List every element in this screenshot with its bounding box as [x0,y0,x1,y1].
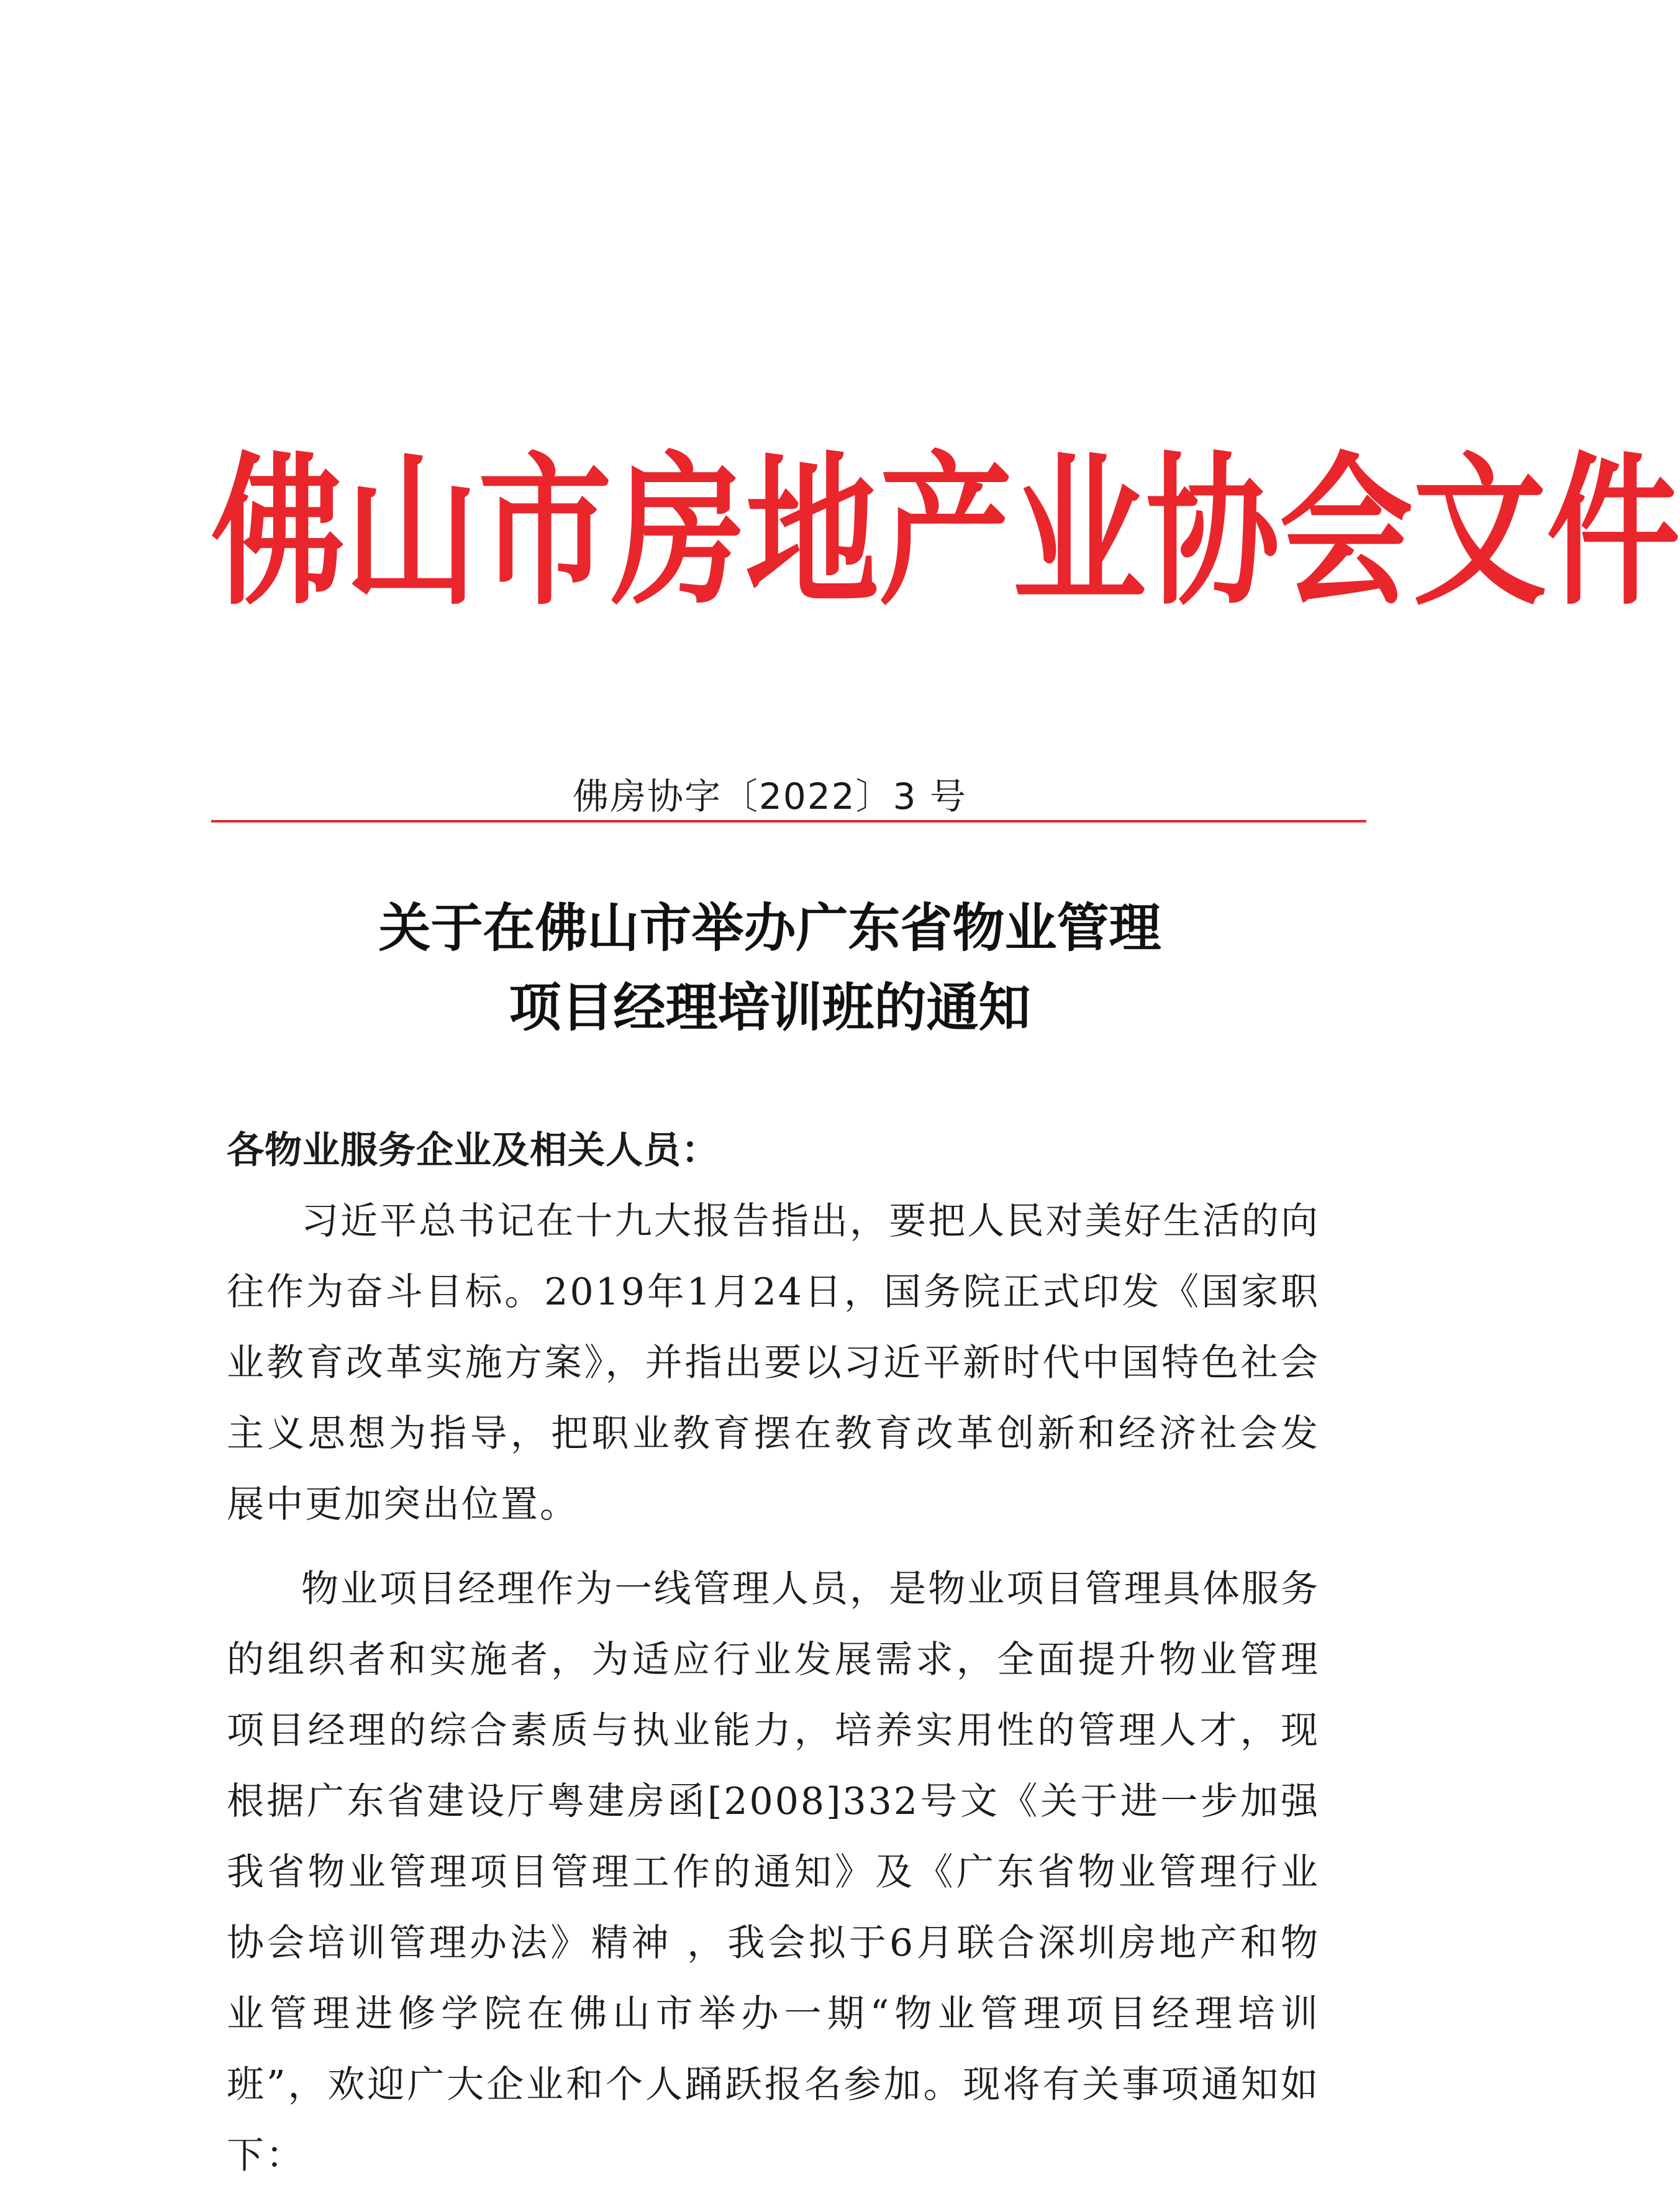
masthead-char: 房 [612,435,745,627]
body-paragraph-1: 习近平总书记在十九大报告指出，要把人民对美好生活的向往作为奋斗目标。2019年1月24日，国务院正式印发《国家职业教育改革实施方案》，并指出要以习近平新时代中国特色社会主义思想为指导，把职业教育摆在教育改革创新和经济社会发展中更加突出位置。 [227,1200,1320,1526]
document-body [227,1115,1320,2191]
masthead-char: 文 [1413,435,1546,627]
masthead-char: 地 [745,435,879,627]
salutation: 各物业服务企业及相关人员： [227,1129,719,1172]
title-line-2: 项目经理培训班的通知 [509,977,1031,1038]
masthead-char: 山 [345,435,478,627]
title-line-1: 关于在佛山市举办广东省物业管理 [378,898,1161,959]
masthead-char: 会 [1279,435,1413,627]
masthead-char: 件 [1546,435,1680,627]
body-paragraph-2: 物业项目经理作为一线管理人员，是物业项目管理具体服务的组织者和实施者，为适应行业发展需求，全面提升物业管理项目经理的综合素质与执业能力，培养实用性的管理人才，现根据广东省建设厅粤建房函[2008]332号文《关于进一步加强我省物业管理项目管理工作的通知》及《广东省物业管理行业协会培训管理办法》精神 ，我会拟于6月联合深圳房地产和物业管理进修学院在佛山市举办一期“物业管理项目经理培训班”，欢迎广大企业和个人踊跃报名参加。现将有关事项通知如下： [227,1567,1320,2177]
masthead-char: 佛 [211,435,345,627]
org-masthead [211,429,1680,634]
masthead-char: 市 [478,435,612,627]
masthead-char: 协 [1146,435,1279,627]
masthead-char: 产 [879,435,1012,627]
red-divider-line [211,820,1366,822]
document-title [0,888,1540,1047]
document-number: 佛房协字〔2022〕3 号 [573,775,967,818]
masthead-char: 业 [1012,435,1146,627]
